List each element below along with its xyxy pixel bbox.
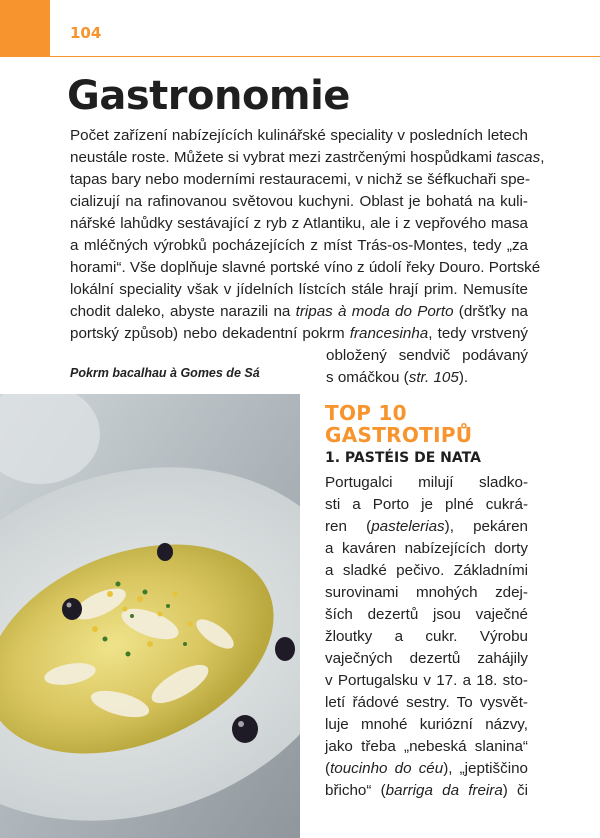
text-line: surovinami mnohých zdej- bbox=[325, 584, 528, 601]
top10-heading-line: TOP 10 bbox=[325, 401, 407, 425]
text-line: s omáčkou (str. 105). bbox=[326, 369, 469, 386]
text-line: vaječných dezertů zahájily bbox=[325, 650, 528, 667]
bacalhau-dish-image bbox=[0, 394, 300, 838]
text-line: ších dezertů jsou vaječné bbox=[325, 606, 528, 623]
dish-photo bbox=[0, 394, 300, 838]
italic-term: pastelerias bbox=[371, 518, 445, 535]
page-number: 104 bbox=[70, 24, 102, 42]
italic-term: toucinho do céu bbox=[330, 760, 444, 777]
text-line: žloutky a cukr. Výrobu bbox=[325, 628, 528, 645]
italic-term: tripas à moda do Porto bbox=[295, 303, 454, 320]
text-line: lokální speciality však v jídelních lístcích stále hrají prim. Nemusíte bbox=[70, 281, 528, 298]
italic-term: barriga da freira bbox=[385, 782, 503, 799]
text-line: obložený sendvič podávaný bbox=[326, 347, 528, 364]
text-line: neustále roste. Můžete si vybrat mezi zastrčenými hospůdkami tascas, bbox=[70, 149, 545, 166]
text-line: nářské lahůdky sestávající z ryb z Atlantiku, ale i z vepřového masa bbox=[70, 215, 528, 232]
text-line: letí řádové sestry. To vysvět- bbox=[325, 694, 528, 711]
top10-heading-line: GASTROTIPŮ bbox=[325, 423, 473, 447]
text-line: břicho“ (barriga da freira) či bbox=[325, 782, 528, 799]
text-line: (toucinho do céu), „jeptiščino bbox=[325, 760, 528, 777]
photo-caption: Pokrm bacalhau à Gomes de Sá bbox=[70, 366, 260, 380]
text-line: Počet zařízení nabízejících kulinářské speciality v posledních letech bbox=[70, 127, 528, 144]
text-line: v Portugalsku v 17. a 18. sto- bbox=[325, 672, 528, 689]
text-line: portský způsob) nebo dekadentní pokrm francesinha, tedy vrstvený bbox=[70, 325, 528, 342]
text-line: luje mnohé kuriózní názvy, bbox=[325, 716, 528, 733]
header-rule bbox=[50, 56, 600, 57]
text-line: a sladké pečivo. Základními bbox=[325, 562, 528, 579]
page-title: Gastronomie bbox=[67, 73, 350, 119]
tip-title: 1. PASTÉIS DE NATA bbox=[325, 450, 481, 466]
italic-term: francesinha bbox=[349, 325, 429, 342]
page-tab-accent bbox=[0, 0, 50, 57]
italic-term: tascas bbox=[496, 149, 541, 166]
text-line: a kaváren nabízejících dorty bbox=[325, 540, 528, 557]
text-line: sti a Porto je plné cukrá- bbox=[325, 496, 528, 513]
text-line: horami“. Vše doplňuje slavné portské víno z údolí řeky Douro. Portské bbox=[70, 259, 541, 276]
text-line: cializují na rafinovanou světovou kuchyni. Oblast je bohatá na kuli- bbox=[70, 193, 528, 210]
text-line: jako třeba „nebeská slanina“ bbox=[325, 738, 528, 755]
italic-term: str. 105 bbox=[408, 369, 459, 386]
text-line: tapas bary nebo moderními restauracemi, v nichž se šéfkuchaři spe- bbox=[70, 171, 531, 188]
text-line: Portugalci milují sladko- bbox=[325, 474, 528, 491]
text-line: chodit daleko, abyste narazili na tripas à moda do Porto (dršťky na bbox=[70, 303, 528, 320]
text-line: a mléčných výrobků pocházejících z míst Trás-os-Montes, tedy „za bbox=[70, 237, 528, 254]
text-line: ren (pastelerias), pekáren bbox=[325, 518, 528, 535]
